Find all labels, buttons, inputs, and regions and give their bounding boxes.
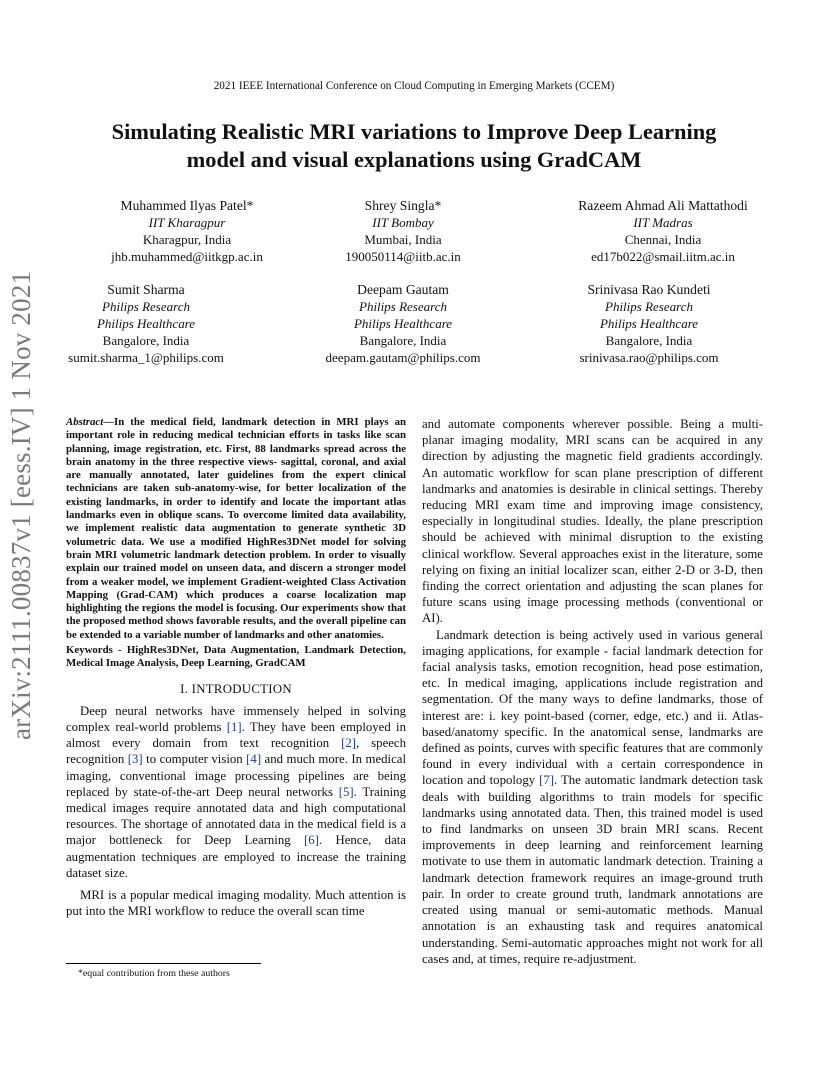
author-location: Mumbai, India bbox=[364, 232, 442, 247]
citation-link[interactable]: [6] bbox=[303, 833, 319, 848]
author-block-2 bbox=[273, 197, 533, 265]
conference-header: 2021 IEEE International Conference on Cloud Computing in Emerging Markets (CCEM) bbox=[213, 80, 615, 92]
author-block-5 bbox=[273, 281, 533, 366]
author-affiliation-2: Philips Healthcare bbox=[353, 316, 453, 331]
intro-paragraph-1 bbox=[66, 703, 406, 881]
author-affiliation: IIT Bombay bbox=[372, 215, 434, 230]
author-email: sumit.sharma_1@philips.com bbox=[68, 350, 224, 365]
author-email: srinivasa.rao@philips.com bbox=[579, 350, 719, 365]
author-email: jhb.muhammed@iitkgp.ac.in bbox=[111, 249, 263, 264]
keywords: Keywords - HighRes3DNet, Data Augmentation, Landmark Detection, Medical Image Analysis, Deep Learning, GradCAM bbox=[66, 644, 406, 670]
abstract bbox=[66, 416, 406, 642]
text-run: and much more. In medical imaging, conventional image processing pipelines are being replaced by state-of-the-art Deep neural networks bbox=[66, 752, 407, 799]
arxiv-stamp: arXiv:2111.00837v1 [eess.IV] 1 Nov 2021 bbox=[6, 270, 36, 740]
right-paragraph-2 bbox=[422, 627, 763, 967]
author-email: 190050114@iitb.ac.in bbox=[345, 249, 461, 264]
section-heading-introduction: I. INTRODUCTION bbox=[180, 681, 292, 696]
author-affiliation: IIT Kharagpur bbox=[148, 215, 226, 230]
author-name: Razeem Ahmad Ali Mattathodi bbox=[578, 198, 748, 213]
abstract-text: —In the medical field, landmark detection in MRI plays an important role in reducing medical technician efforts in tasks like scan planning, image registration, etc. First, 88 landmarks spread across the brain anatomy in the three respective views- sagittal, coronal, and axial are manually annotated, later guidelines from the expert clinical technicians are taken sub-anatomy-wise, for better localization of the existing landmarks, in order to identify and locate the important atlas landmarks even in oblique scans. To overcome limited data availability, we implement realistic data augmentation to generate synthetic 3D volumetric data. We use a modified HighRes3DNet model for solving brain MRI volumetric landmark detection problem. In order to visually explain our trained model on unseen data, and discern a stronger model from a weaker model, we implement Gradient-weighted Class Activation Mapping (Grad-CAM) which produces a coarse localization map highlighting the regions the model is focusing. Our experiments show that the proposed method shows favorable results, and the overall pipeline can be extended to a variable number of landmarks and other anatomies. bbox=[66, 416, 406, 641]
text-run: . Training medical images require annotated data and high computational resources. The shortage of annotated data in the medical field is a major bottleneck for Deep Learning bbox=[66, 784, 406, 848]
author-affiliation: Philips Research bbox=[359, 299, 447, 314]
text-run: . The automatic landmark detection task deals with building algorithms to train models for specific landmarks using annotated data. Then, this trained model is used to find landmarks on unseen 3D brain MRI scans. Recent improvements in deep learning and reinforcement learning motivate to use them in automatic landmark detection. Training a landmark detection framework requires an image-ground truth pair. In order to create ground truth, landmark annotations are created using manual or semi-automatic methods. Manual annotation is an exhausting task and requires anatomical understanding. Semi-automatic approaches might not work for all cases and, at times, require re-adjustment. bbox=[422, 773, 763, 966]
author-name: Deepam Gautam bbox=[357, 282, 449, 297]
citation-link[interactable]: [7] bbox=[539, 773, 555, 788]
author-email: deepam.gautam@philips.com bbox=[325, 350, 481, 365]
text-run: . They have been employed in almost every domain from text recognition bbox=[66, 720, 406, 751]
right-column bbox=[422, 416, 763, 967]
citation-link[interactable]: [4] bbox=[246, 752, 262, 767]
text-run: . Hence, data augmentation techniques are employed to increase the training dataset size. bbox=[66, 833, 406, 880]
author-affiliation-2: Philips Healthcare bbox=[96, 316, 196, 331]
citation-link[interactable]: [5] bbox=[338, 784, 354, 799]
author-block-6 bbox=[519, 281, 779, 366]
citation-link[interactable]: [2] bbox=[341, 736, 357, 751]
text-run: to computer vision bbox=[142, 752, 247, 767]
author-location: Bangalore, India bbox=[102, 333, 190, 348]
text-run: Landmark detection is being actively used in various general imaging applications, for example - facial landmark detection for facial analysis tasks, emotion recognition, head pose estimation, etc. In medical imaging, applications include registration and segmentation. Of the many ways to define landmarks, those of interest are: i. key point-based (corner, edge, etc.) and ii. Atlas-based/anatomy specific. In the anatomical sense, landmarks are defined as points, curves with specific features that are commonly found in every individual with a certain correspondence in location and topology bbox=[422, 627, 763, 788]
author-affiliation-2: Philips Healthcare bbox=[599, 316, 699, 331]
author-location: Bangalore, India bbox=[359, 333, 447, 348]
author-name: Srinivasa Rao Kundeti bbox=[587, 282, 711, 297]
author-name: Sumit Sharma bbox=[107, 282, 185, 297]
author-location: Kharagpur, India bbox=[142, 232, 232, 247]
abstract-lead: Abstract bbox=[66, 416, 104, 428]
author-affiliation: Philips Research bbox=[605, 299, 693, 314]
author-block-3 bbox=[533, 197, 793, 265]
author-affiliation: IIT Madras bbox=[633, 215, 693, 230]
author-location: Bangalore, India bbox=[605, 333, 693, 348]
author-name: Muhammed Ilyas Patel* bbox=[120, 198, 254, 213]
footnote-divider bbox=[66, 963, 261, 964]
left-column bbox=[66, 416, 406, 919]
text-run: Deep neural networks have immensely helped in solving complex real-world problems bbox=[66, 703, 406, 735]
text-run: , speech recognition bbox=[66, 736, 407, 767]
citation-link[interactable]: [3] bbox=[127, 752, 143, 767]
author-location: Chennai, India bbox=[624, 232, 702, 247]
citation-link[interactable]: [1] bbox=[226, 720, 242, 735]
title-line-2: model and visual explanations using GradCAM bbox=[186, 147, 642, 172]
title-line-1: Simulating Realistic MRI variations to Improve Deep Learning bbox=[111, 119, 717, 144]
author-email: ed17b022@smail.iitm.ac.in bbox=[591, 249, 735, 264]
intro-paragraph-2: MRI is a popular medical imaging modality. Much attention is put into the MRI workflow to reduce the overall scan time bbox=[66, 888, 406, 919]
author-name: Shrey Singla* bbox=[364, 198, 442, 213]
right-paragraph-1: and automate components wherever possible. Being a multi-planar imaging modality, MRI scans can be acquired in any direction by adjusting the magnetic field gradients accordingly. An automatic workflow for scan plane prescription of different landmarks and anatomies is desirable in clinical settings. Thereby reducing MRI exam time and improving image consistency, especially in longitudinal studies. Ideally, the plane prescription should be achieved with minimal disruption to the existing clinical workflow. Several approaches exist in the literature, some relying on fixing an initial localizer scan, either 2-D or 3-D, then finding the correct orientation and adjusting the scan planes for future scans using image processing methods (conventional or AI). bbox=[422, 417, 763, 626]
footnote: *equal contribution from these authors bbox=[78, 968, 230, 979]
author-affiliation: Philips Research bbox=[102, 299, 190, 314]
paper-title bbox=[60, 118, 768, 174]
